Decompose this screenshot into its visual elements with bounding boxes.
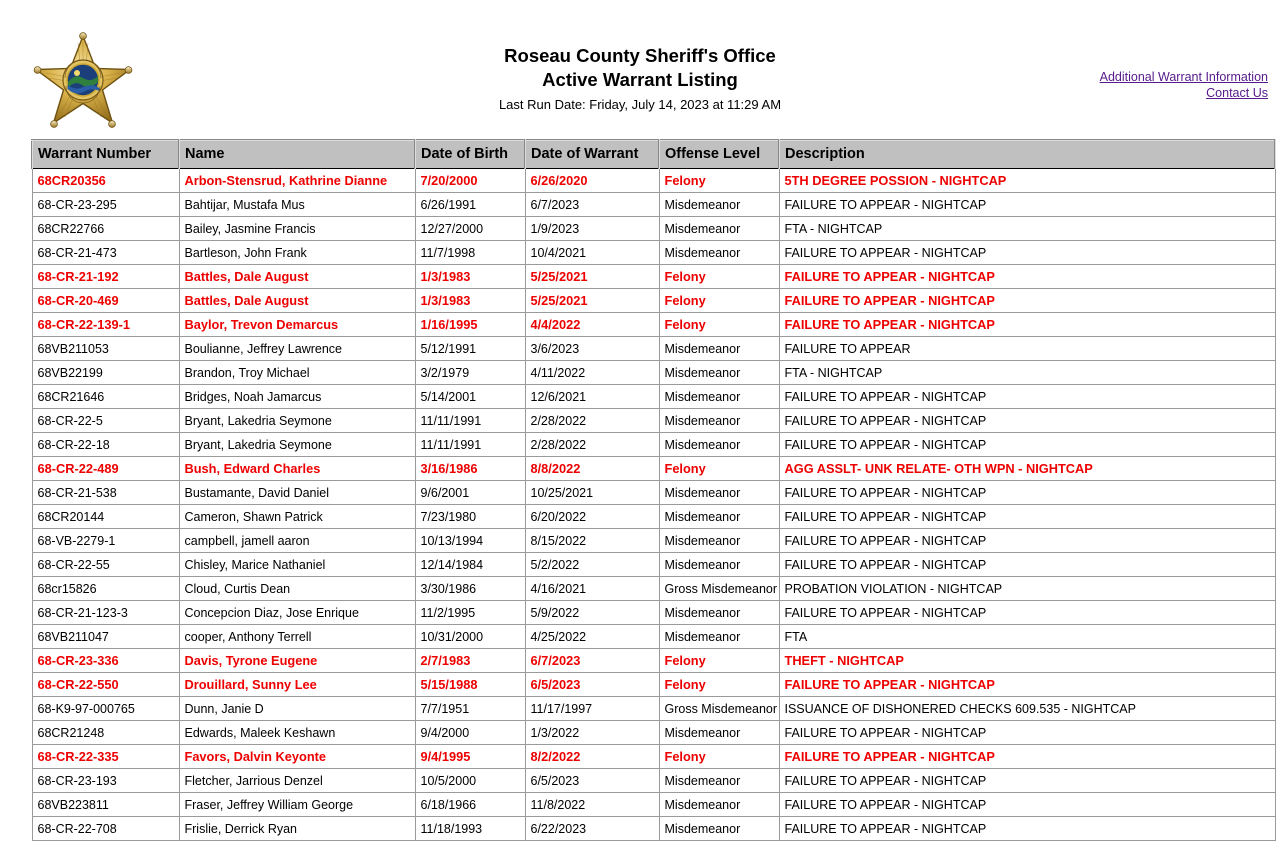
cell-name: Fraser, Jeffrey William George bbox=[179, 793, 415, 817]
cell-description: FAILURE TO APPEAR - NIGHTCAP bbox=[779, 289, 1275, 313]
cell-date-of-birth: 7/7/1951 bbox=[415, 697, 525, 721]
table-row[interactable] bbox=[32, 817, 1275, 841]
cell-name: Drouillard, Sunny Lee bbox=[179, 673, 415, 697]
table-row[interactable] bbox=[32, 625, 1275, 649]
table-row[interactable] bbox=[32, 601, 1275, 625]
cell-warrant-number: 68-CR-23-193 bbox=[32, 769, 179, 793]
cell-date-of-birth: 9/6/2001 bbox=[415, 481, 525, 505]
page-subtitle: Active Warrant Listing bbox=[542, 69, 738, 90]
cell-date-of-birth: 11/11/1991 bbox=[415, 409, 525, 433]
table-header-row bbox=[32, 140, 1275, 169]
cell-name: Cameron, Shawn Patrick bbox=[179, 505, 415, 529]
cell-description: ISSUANCE OF DISHONERED CHECKS 609.535 - NIGHTCAP bbox=[779, 697, 1275, 721]
cell-offense-level: Misdemeanor bbox=[659, 193, 779, 217]
cell-date-of-birth: 7/20/2000 bbox=[415, 169, 525, 193]
cell-offense-level: Misdemeanor bbox=[659, 481, 779, 505]
cell-date-of-warrant: 3/6/2023 bbox=[525, 337, 659, 361]
cell-date-of-birth: 5/15/1988 bbox=[415, 673, 525, 697]
cell-description: FAILURE TO APPEAR - NIGHTCAP bbox=[779, 553, 1275, 577]
cell-offense-level: Gross Misdemeanor bbox=[659, 697, 779, 721]
table-row[interactable] bbox=[32, 169, 1275, 193]
warrant-table-container bbox=[31, 139, 1274, 841]
cell-description: FAILURE TO APPEAR - NIGHTCAP bbox=[779, 481, 1275, 505]
column-header-date-of-birth[interactable]: Date of Birth bbox=[415, 140, 525, 169]
cell-offense-level: Gross Misdemeanor bbox=[659, 577, 779, 601]
cell-date-of-birth: 1/16/1995 bbox=[415, 313, 525, 337]
cell-offense-level: Misdemeanor bbox=[659, 601, 779, 625]
table-row[interactable] bbox=[32, 289, 1275, 313]
cell-warrant-number: 68-CR-22-335 bbox=[32, 745, 179, 769]
cell-description: FAILURE TO APPEAR - NIGHTCAP bbox=[779, 385, 1275, 409]
cell-warrant-number: 68-CR-21-538 bbox=[32, 481, 179, 505]
cell-name: Battles, Dale August bbox=[179, 289, 415, 313]
cell-date-of-birth: 11/18/1993 bbox=[415, 817, 525, 841]
cell-warrant-number: 68CR22766 bbox=[32, 217, 179, 241]
cell-description: FAILURE TO APPEAR - NIGHTCAP bbox=[779, 313, 1275, 337]
cell-name: Battles, Dale August bbox=[179, 265, 415, 289]
column-header-date-of-warrant[interactable]: Date of Warrant bbox=[525, 140, 659, 169]
cell-name: Dunn, Janie D bbox=[179, 697, 415, 721]
cell-date-of-warrant: 1/3/2022 bbox=[525, 721, 659, 745]
cell-offense-level: Felony bbox=[659, 265, 779, 289]
cell-date-of-birth: 12/27/2000 bbox=[415, 217, 525, 241]
cell-warrant-number: 68-CR-22-5 bbox=[32, 409, 179, 433]
cell-name: Bahtijar, Mustafa Mus bbox=[179, 193, 415, 217]
cell-date-of-birth: 6/18/1966 bbox=[415, 793, 525, 817]
cell-offense-level: Misdemeanor bbox=[659, 409, 779, 433]
page-title: Roseau County Sheriff's Office bbox=[504, 45, 776, 66]
additional-warrant-information-link[interactable]: Additional Warrant Information bbox=[1099, 70, 1268, 84]
cell-date-of-birth: 7/23/1980 bbox=[415, 505, 525, 529]
cell-offense-level: Misdemeanor bbox=[659, 385, 779, 409]
cell-name: Chisley, Marice Nathaniel bbox=[179, 553, 415, 577]
cell-name: Bryant, Lakedria Seymone bbox=[179, 409, 415, 433]
cell-name: Bryant, Lakedria Seymone bbox=[179, 433, 415, 457]
cell-description: FTA bbox=[779, 625, 1275, 649]
cell-offense-level: Misdemeanor bbox=[659, 505, 779, 529]
table-row[interactable] bbox=[32, 721, 1275, 745]
cell-description: FAILURE TO APPEAR - NIGHTCAP bbox=[779, 769, 1275, 793]
cell-offense-level: Misdemeanor bbox=[659, 241, 779, 265]
table-row[interactable] bbox=[32, 673, 1275, 697]
cell-description: FAILURE TO APPEAR bbox=[779, 337, 1275, 361]
cell-description: FAILURE TO APPEAR - NIGHTCAP bbox=[779, 673, 1275, 697]
cell-name: Bartleson, John Frank bbox=[179, 241, 415, 265]
cell-date-of-warrant: 4/16/2021 bbox=[525, 577, 659, 601]
cell-offense-level: Felony bbox=[659, 313, 779, 337]
cell-date-of-birth: 3/30/1986 bbox=[415, 577, 525, 601]
cell-name: Frislie, Derrick Ryan bbox=[179, 817, 415, 841]
cell-date-of-warrant: 11/8/2022 bbox=[525, 793, 659, 817]
table-row[interactable] bbox=[32, 361, 1275, 385]
cell-name: Arbon-Stensrud, Kathrine Dianne bbox=[179, 169, 415, 193]
cell-description: FAILURE TO APPEAR - NIGHTCAP bbox=[779, 721, 1275, 745]
warrant-table-body bbox=[32, 169, 1275, 841]
page-title-block bbox=[0, 44, 1280, 113]
cell-offense-level: Misdemeanor bbox=[659, 337, 779, 361]
cell-date-of-warrant: 8/15/2022 bbox=[525, 529, 659, 553]
cell-offense-level: Misdemeanor bbox=[659, 361, 779, 385]
cell-name: campbell, jamell aaron bbox=[179, 529, 415, 553]
cell-warrant-number: 68CR20144 bbox=[32, 505, 179, 529]
cell-date-of-warrant: 5/9/2022 bbox=[525, 601, 659, 625]
cell-offense-level: Felony bbox=[659, 457, 779, 481]
cell-offense-level: Felony bbox=[659, 289, 779, 313]
table-row[interactable] bbox=[32, 457, 1275, 481]
cell-date-of-warrant: 6/5/2023 bbox=[525, 769, 659, 793]
cell-warrant-number: 68-K9-97-000765 bbox=[32, 697, 179, 721]
cell-description: FAILURE TO APPEAR - NIGHTCAP bbox=[779, 601, 1275, 625]
cell-offense-level: Misdemeanor bbox=[659, 529, 779, 553]
cell-warrant-number: 68-CR-22-708 bbox=[32, 817, 179, 841]
table-row[interactable] bbox=[32, 481, 1275, 505]
cell-date-of-birth: 12/14/1984 bbox=[415, 553, 525, 577]
cell-date-of-warrant: 4/4/2022 bbox=[525, 313, 659, 337]
cell-warrant-number: 68-CR-21-473 bbox=[32, 241, 179, 265]
cell-date-of-birth: 10/31/2000 bbox=[415, 625, 525, 649]
cell-warrant-number: 68-CR-23-336 bbox=[32, 649, 179, 673]
cell-date-of-warrant: 11/17/1997 bbox=[525, 697, 659, 721]
cell-offense-level: Felony bbox=[659, 673, 779, 697]
cell-date-of-warrant: 5/25/2021 bbox=[525, 289, 659, 313]
table-row[interactable] bbox=[32, 697, 1275, 721]
cell-description: FAILURE TO APPEAR - NIGHTCAP bbox=[779, 265, 1275, 289]
table-row[interactable] bbox=[32, 769, 1275, 793]
cell-offense-level: Misdemeanor bbox=[659, 769, 779, 793]
cell-offense-level: Felony bbox=[659, 745, 779, 769]
cell-name: Concepcion Diaz, Jose Enrique bbox=[179, 601, 415, 625]
cell-warrant-number: 68-VB-2279-1 bbox=[32, 529, 179, 553]
cell-date-of-birth: 10/13/1994 bbox=[415, 529, 525, 553]
cell-date-of-warrant: 8/2/2022 bbox=[525, 745, 659, 769]
cell-date-of-warrant: 8/8/2022 bbox=[525, 457, 659, 481]
cell-description: FAILURE TO APPEAR - NIGHTCAP bbox=[779, 241, 1275, 265]
cell-name: Fletcher, Jarrious Denzel bbox=[179, 769, 415, 793]
cell-date-of-warrant: 6/5/2023 bbox=[525, 673, 659, 697]
cell-description: FAILURE TO APPEAR - NIGHTCAP bbox=[779, 409, 1275, 433]
cell-description: FAILURE TO APPEAR - NIGHTCAP bbox=[779, 817, 1275, 841]
cell-offense-level: Misdemeanor bbox=[659, 553, 779, 577]
cell-date-of-birth: 3/16/1986 bbox=[415, 457, 525, 481]
cell-offense-level: Misdemeanor bbox=[659, 793, 779, 817]
cell-description: PROBATION VIOLATION - NIGHTCAP bbox=[779, 577, 1275, 601]
cell-date-of-warrant: 10/25/2021 bbox=[525, 481, 659, 505]
cell-date-of-birth: 3/2/1979 bbox=[415, 361, 525, 385]
cell-date-of-warrant: 5/2/2022 bbox=[525, 553, 659, 577]
cell-date-of-warrant: 6/22/2023 bbox=[525, 817, 659, 841]
table-row[interactable] bbox=[32, 265, 1275, 289]
cell-warrant-number: 68VB211047 bbox=[32, 625, 179, 649]
cell-warrant-number: 68-CR-22-18 bbox=[32, 433, 179, 457]
cell-date-of-birth: 9/4/2000 bbox=[415, 721, 525, 745]
cell-offense-level: Misdemeanor bbox=[659, 433, 779, 457]
cell-name: Favors, Dalvin Keyonte bbox=[179, 745, 415, 769]
cell-offense-level: Felony bbox=[659, 649, 779, 673]
table-row[interactable] bbox=[32, 433, 1275, 457]
table-row[interactable] bbox=[32, 193, 1275, 217]
cell-warrant-number: 68cr15826 bbox=[32, 577, 179, 601]
cell-warrant-number: 68VB22199 bbox=[32, 361, 179, 385]
cell-description: FAILURE TO APPEAR - NIGHTCAP bbox=[779, 745, 1275, 769]
cell-date-of-warrant: 6/26/2020 bbox=[525, 169, 659, 193]
cell-warrant-number: 68-CR-22-550 bbox=[32, 673, 179, 697]
cell-date-of-birth: 11/2/1995 bbox=[415, 601, 525, 625]
cell-name: Bridges, Noah Jamarcus bbox=[179, 385, 415, 409]
cell-warrant-number: 68CR20356 bbox=[32, 169, 179, 193]
table-row[interactable] bbox=[32, 241, 1275, 265]
cell-date-of-birth: 2/7/1983 bbox=[415, 649, 525, 673]
cell-warrant-number: 68CR21646 bbox=[32, 385, 179, 409]
cell-name: Edwards, Maleek Keshawn bbox=[179, 721, 415, 745]
header-links bbox=[1100, 69, 1268, 101]
cell-name: Brandon, Troy Michael bbox=[179, 361, 415, 385]
cell-offense-level: Misdemeanor bbox=[659, 817, 779, 841]
cell-date-of-warrant: 10/4/2021 bbox=[525, 241, 659, 265]
cell-name: Bustamante, David Daniel bbox=[179, 481, 415, 505]
table-row[interactable] bbox=[32, 553, 1275, 577]
cell-date-of-birth: 11/11/1991 bbox=[415, 433, 525, 457]
cell-date-of-birth: 10/5/2000 bbox=[415, 769, 525, 793]
cell-date-of-birth: 9/4/1995 bbox=[415, 745, 525, 769]
cell-date-of-warrant: 2/28/2022 bbox=[525, 409, 659, 433]
cell-date-of-birth: 1/3/1983 bbox=[415, 289, 525, 313]
column-header-description[interactable]: Description bbox=[779, 140, 1275, 169]
cell-offense-level: Felony bbox=[659, 169, 779, 193]
cell-name: Baylor, Trevon Demarcus bbox=[179, 313, 415, 337]
cell-warrant-number: 68-CR-21-123-3 bbox=[32, 601, 179, 625]
cell-date-of-birth: 5/12/1991 bbox=[415, 337, 525, 361]
cell-warrant-number: 68-CR-21-192 bbox=[32, 265, 179, 289]
cell-warrant-number: 68-CR-22-55 bbox=[32, 553, 179, 577]
cell-description: FTA - NIGHTCAP bbox=[779, 217, 1275, 241]
cell-name: Bush, Edward Charles bbox=[179, 457, 415, 481]
cell-date-of-birth: 5/14/2001 bbox=[415, 385, 525, 409]
table-row[interactable] bbox=[32, 337, 1275, 361]
cell-warrant-number: 68-CR-23-295 bbox=[32, 193, 179, 217]
cell-name: Boulianne, Jeffrey Lawrence bbox=[179, 337, 415, 361]
cell-date-of-warrant: 5/25/2021 bbox=[525, 265, 659, 289]
cell-offense-level: Misdemeanor bbox=[659, 625, 779, 649]
cell-date-of-warrant: 4/25/2022 bbox=[525, 625, 659, 649]
column-header-warrant-number[interactable]: Warrant Number bbox=[32, 140, 179, 169]
table-row[interactable] bbox=[32, 745, 1275, 769]
cell-name: Cloud, Curtis Dean bbox=[179, 577, 415, 601]
cell-date-of-warrant: 6/7/2023 bbox=[525, 193, 659, 217]
table-row[interactable] bbox=[32, 649, 1275, 673]
cell-date-of-warrant: 2/28/2022 bbox=[525, 433, 659, 457]
cell-description: FAILURE TO APPEAR - NIGHTCAP bbox=[779, 529, 1275, 553]
cell-description: FAILURE TO APPEAR - NIGHTCAP bbox=[779, 505, 1275, 529]
cell-warrant-number: 68-CR-22-139-1 bbox=[32, 313, 179, 337]
cell-description: FAILURE TO APPEAR - NIGHTCAP bbox=[779, 433, 1275, 457]
cell-offense-level: Misdemeanor bbox=[659, 217, 779, 241]
table-row[interactable] bbox=[32, 409, 1275, 433]
cell-warrant-number: 68VB211053 bbox=[32, 337, 179, 361]
last-run-date: Last Run Date: Friday, July 14, 2023 at 11:29 AM bbox=[498, 97, 782, 112]
cell-warrant-number: 68-CR-20-469 bbox=[32, 289, 179, 313]
cell-date-of-birth: 1/3/1983 bbox=[415, 265, 525, 289]
cell-description: THEFT - NIGHTCAP bbox=[779, 649, 1275, 673]
cell-warrant-number: 68-CR-22-489 bbox=[32, 457, 179, 481]
cell-warrant-number: 68CR21248 bbox=[32, 721, 179, 745]
page-header bbox=[0, 0, 1280, 112]
table-row[interactable] bbox=[32, 577, 1275, 601]
cell-description: FAILURE TO APPEAR - NIGHTCAP bbox=[779, 193, 1275, 217]
table-row[interactable] bbox=[32, 793, 1275, 817]
cell-name: cooper, Anthony Terrell bbox=[179, 625, 415, 649]
cell-description: AGG ASSLT- UNK RELATE- OTH WPN - NIGHTCAP bbox=[779, 457, 1275, 481]
column-header-name[interactable]: Name bbox=[179, 140, 415, 169]
table-row[interactable] bbox=[32, 217, 1275, 241]
table-row[interactable] bbox=[32, 505, 1275, 529]
cell-name: Davis, Tyrone Eugene bbox=[179, 649, 415, 673]
cell-description: 5TH DEGREE POSSION - NIGHTCAP bbox=[779, 169, 1275, 193]
cell-name: Bailey, Jasmine Francis bbox=[179, 217, 415, 241]
cell-date-of-birth: 11/7/1998 bbox=[415, 241, 525, 265]
sheriff-star-badge-icon bbox=[34, 30, 132, 134]
cell-description: FTA - NIGHTCAP bbox=[779, 361, 1275, 385]
column-header-offense-level[interactable]: Offense Level bbox=[659, 140, 779, 169]
cell-date-of-warrant: 6/7/2023 bbox=[525, 649, 659, 673]
cell-warrant-number: 68VB223811 bbox=[32, 793, 179, 817]
cell-date-of-warrant: 4/11/2022 bbox=[525, 361, 659, 385]
table-row[interactable] bbox=[32, 385, 1275, 409]
cell-date-of-warrant: 12/6/2021 bbox=[525, 385, 659, 409]
table-row[interactable] bbox=[32, 529, 1275, 553]
cell-date-of-warrant: 1/9/2023 bbox=[525, 217, 659, 241]
cell-date-of-warrant: 6/20/2022 bbox=[525, 505, 659, 529]
cell-offense-level: Misdemeanor bbox=[659, 721, 779, 745]
table-row[interactable] bbox=[32, 313, 1275, 337]
cell-date-of-birth: 6/26/1991 bbox=[415, 193, 525, 217]
cell-description: FAILURE TO APPEAR - NIGHTCAP bbox=[779, 793, 1275, 817]
contact-us-link[interactable]: Contact Us bbox=[1206, 86, 1268, 100]
warrant-table bbox=[31, 139, 1276, 841]
